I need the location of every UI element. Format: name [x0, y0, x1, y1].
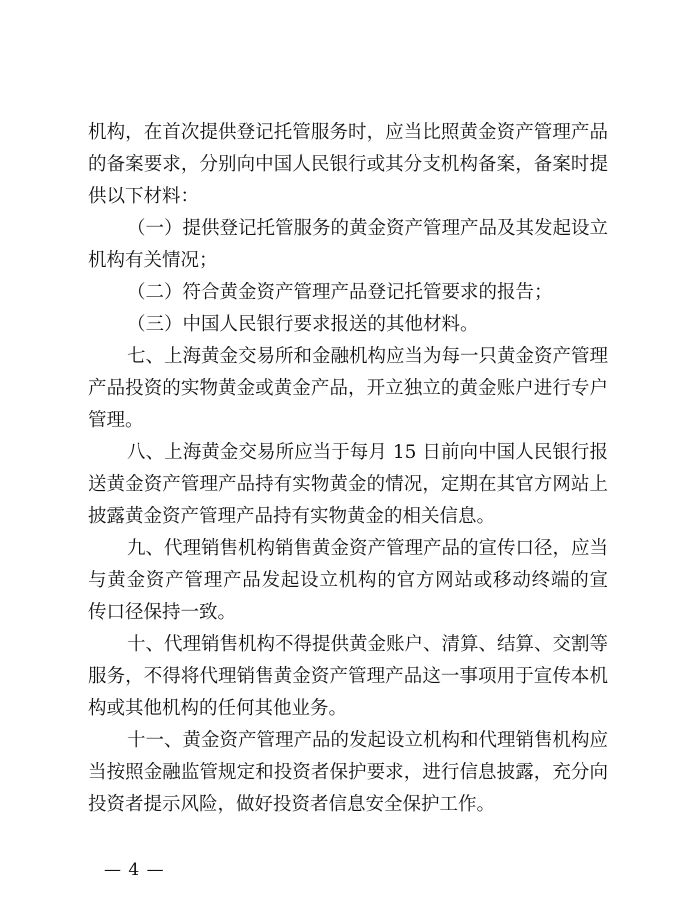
text-line: 八、上海黄金交易所应当于每月 15 日前向中国人民银行报	[127, 442, 608, 463]
text-line: （二）符合黄金资产管理产品登记托管要求的报告；	[127, 282, 553, 303]
text-line: 管理。	[88, 410, 144, 431]
text-line: 七、上海黄金交易所和金融机构应当为每一只黄金资产管理	[127, 346, 609, 367]
text-line: 九、代理销售机构销售黄金资产管理产品的宣传口径，应当	[127, 538, 609, 559]
text-line: 送黄金资产管理产品持有实物黄金的情况，定期在其官方网站上	[88, 474, 608, 495]
text-line: 传口径保持一致。	[88, 602, 237, 623]
text-line: 披露黄金资产管理产品持有实物黄金的相关信息。	[88, 506, 496, 527]
text-line: 十一、黄金资产管理产品的发起设立机构和代理销售机构应	[127, 730, 609, 751]
text-line: 与黄金资产管理产品发起设立机构的官方网站或移动终端的宣	[88, 570, 608, 591]
page-number: — 4 —	[104, 860, 165, 880]
text-line: （一）提供登记托管服务的黄金资产管理产品及其发起设立	[127, 218, 609, 239]
text-line: 的备案要求，分别向中国人民银行或其分支机构备案，备案时提	[88, 154, 608, 175]
document-body	[88, 117, 608, 821]
text-line: （三）中国人民银行要求报送的其他材料。	[127, 314, 479, 335]
text-line: 十、代理销售机构不得提供黄金账户、清算、结算、交割等	[127, 634, 609, 655]
text-line: 机构，在首次提供登记托管服务时，应当比照黄金资产管理产品	[88, 122, 608, 143]
text-line: 产品投资的实物黄金或黄金产品，开立独立的黄金账户进行专户	[88, 378, 608, 399]
text-line: 机构有关情况；	[88, 250, 218, 271]
text-line: 投资者提示风险，做好投资者信息安全保护工作。	[88, 794, 496, 815]
text-line: 构或其他机构的任何其他业务。	[88, 698, 348, 719]
text-line: 当按照金融监管规定和投资者保护要求，进行信息披露，充分向	[88, 762, 608, 783]
text-line: 服务，不得将代理销售黄金资产管理产品这一事项用于宣传本机	[88, 666, 608, 687]
text-line: 供以下材料：	[88, 186, 200, 207]
